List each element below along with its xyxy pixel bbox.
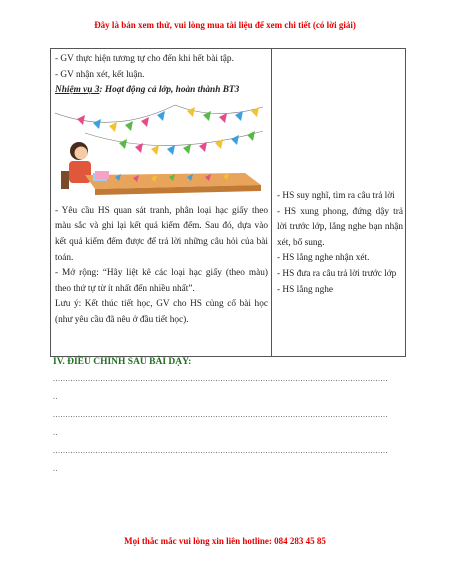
task-title: : Hoạt động cả lớp, hoàn thành BT3 [99,85,240,96]
dotted-line-2-tail: .. [53,428,58,437]
teacher-instruction-1: - Yêu cầu HS quan sát tranh, phân loại hạc giấy theo màu sắc và ghi lại kết quả kiểm đếm. Sau đó, dựa vào kết quả kiểm đếm được để trả lời những câu hỏi của bài toán. [55,205,268,263]
teacher-extension: - Mở rộng: “Hãy liệt kê các loại hạc giấy (theo màu) theo thứ tự từ ít nhất đến nhiều nhất”. [55,268,268,294]
teacher-line-2: - GV nhận xét, kết luận. [55,69,145,80]
dotted-line-3: ...................................................................................................................................... [53,446,388,455]
student-activities-cell [277,189,403,298]
dotted-line-1-tail: .. [53,392,58,401]
student-line-2: - HS xung phong, đứng dậy trả lời trước lớp, lắng nghe bạn nhận xét, bổ sung. [277,206,403,248]
student-line-5: - HS lắng nghe [277,284,334,295]
teacher-line-1: - GV thực hiện tương tự cho đến khi hết bài tập. [55,54,234,64]
task-label: Nhiệm vụ 3 [55,85,100,96]
lesson-table [50,48,406,357]
student-line-1: - HS suy nghĩ, tìm ra câu trả lời [277,191,395,201]
column-divider [271,49,272,356]
preview-notice: Đây là bản xem thử, vui lòng mua tài liệu để xem chi tiết (có lời giải) [94,20,356,30]
student-line-4: - HS đưa ra câu trả lời trước lớp [277,268,397,279]
dotted-line-1: ...................................................................................................................................... [53,374,388,383]
task-heading [55,83,268,99]
hotline-footer: Mọi thắc mắc vui lòng xin liên hotline: 084 283 45 85 [124,536,326,546]
dotted-line-3-tail: .. [53,464,58,473]
teacher-activities-cell [55,52,268,329]
section-title: IV. ĐIỀU CHỈNH SAU BÀI DẠY: [53,357,192,367]
student-line-3: - HS lắng nghe nhận xét. [277,253,370,264]
dotted-line-2: ...................................................................................................................................... [53,410,388,419]
teacher-note: Lưu ý: Kết thúc tiết học, GV cho HS củng cố bài học (như yêu cầu đã nêu ở đầu tiết học). [55,299,268,325]
paper-cranes-illustration [55,101,265,201]
